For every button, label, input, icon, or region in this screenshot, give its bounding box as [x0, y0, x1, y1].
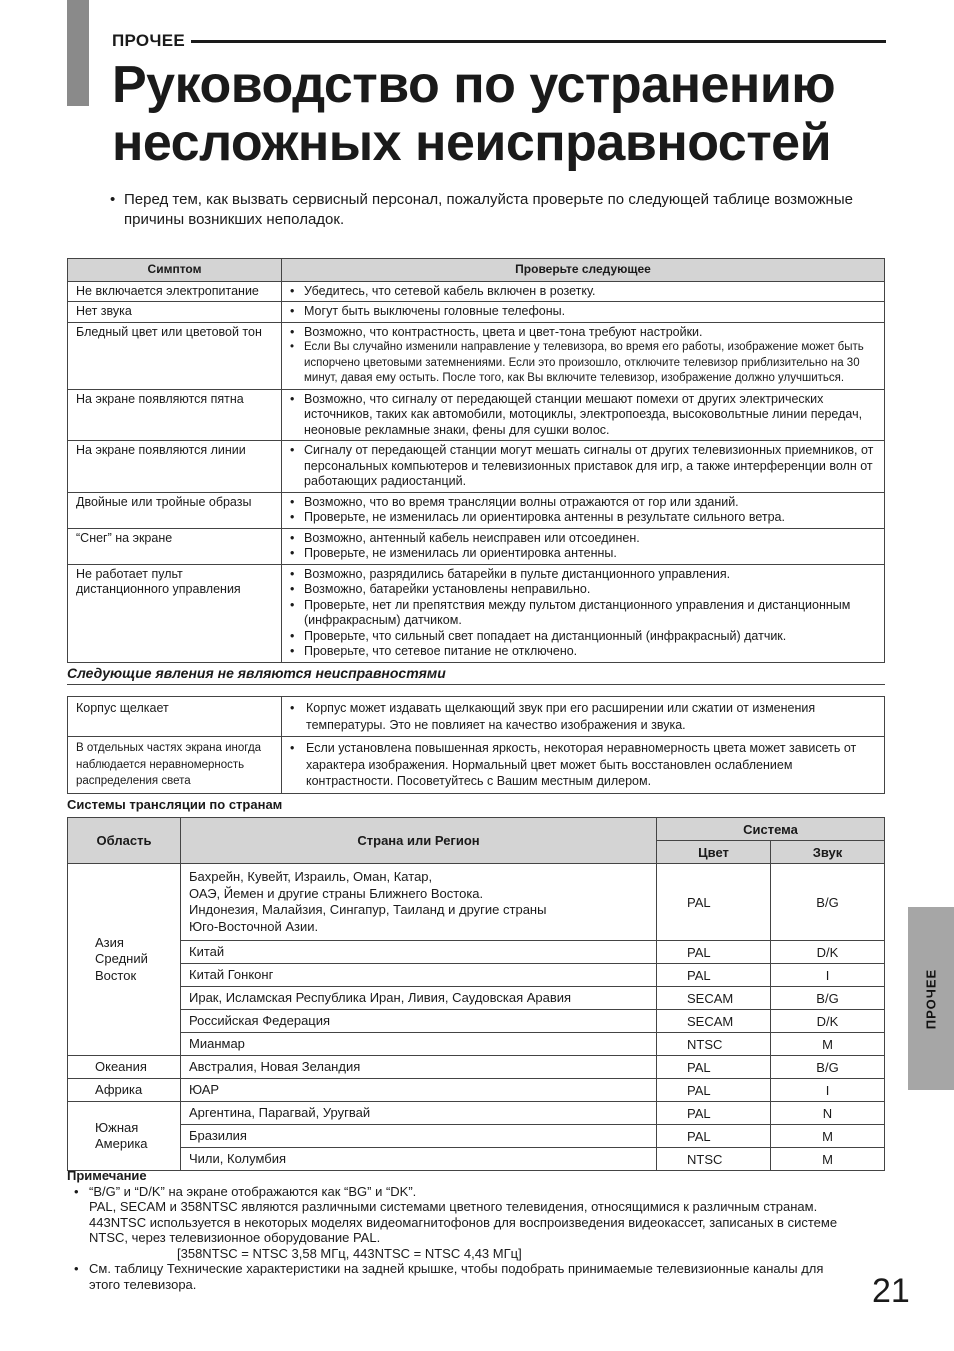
sound-cell: I: [771, 964, 885, 987]
check-item: • Возможно, что сигналу от передающей станции мешают помехи от других электрических источников, таких как автомобили, мотоциклы, электропоезда, высоковольтные линии передач, неоновые рекламные знаки, фены для сушки волос.: [290, 392, 876, 439]
color-cell: PAL: [657, 964, 771, 987]
country-cell: ЮАР: [181, 1079, 657, 1102]
table-row: [68, 964, 885, 987]
header-check: Проверьте следующее: [282, 259, 885, 282]
check-cell: [282, 389, 885, 441]
sound-cell: B/G: [771, 987, 885, 1010]
troubleshooting-table: [67, 258, 885, 663]
check-cell: [282, 302, 885, 323]
header-symptom: Симптом: [68, 259, 282, 282]
check-item: • Могут быть выключены головные телефоны.: [290, 304, 876, 320]
table-row: [68, 389, 885, 441]
broadcast-title: Системы трансляции по странам: [67, 797, 283, 812]
table-row: [68, 441, 885, 493]
color-cell: SECAM: [657, 987, 771, 1010]
check-item: • Сигналу от передающей станции могут мешать сигналы от других телевизионных приемников, от персональных компьютеров и телевизионных приставок для игр, а также интерференции волн от работающих радиостанций.: [290, 443, 876, 490]
not-faults-heading: Следующие явления не являются неисправностями: [67, 665, 885, 685]
side-tab-label: ПРОЧЕЕ: [923, 968, 939, 1030]
country-cell: Аргентина, Парагвай, Уругвай: [181, 1102, 657, 1125]
color-cell: SECAM: [657, 1010, 771, 1033]
check-item: • Возможно, разрядились батарейки в пульте дистанционного управления.: [290, 567, 876, 583]
table-row: [68, 281, 885, 302]
header-system: Система: [657, 818, 885, 841]
color-cell: PAL: [657, 864, 771, 941]
table-row: [68, 1079, 885, 1102]
check-item: • Убедитесь, что сетевой кабель включен в розетку.: [290, 284, 876, 300]
country-cell: Российская Федерация: [181, 1010, 657, 1033]
country-cell: Мианмар: [181, 1033, 657, 1056]
check-item: • Возможно, что во время трансляции волны отражаются от гор или зданий.: [290, 495, 876, 511]
check-cell: [282, 564, 885, 662]
table-row: [68, 302, 885, 323]
symptom-cell: Нет звука: [68, 302, 282, 323]
table-row: [68, 564, 885, 662]
color-cell: PAL: [657, 1102, 771, 1125]
symptom-cell: На экране появляются пятна: [68, 389, 282, 441]
table-row: [68, 1102, 885, 1125]
table-row: [68, 492, 885, 528]
symptom-cell: Корпус щелкает: [68, 697, 282, 737]
header-color: Цвет: [657, 841, 771, 864]
symptom-cell: На экране появляются линии: [68, 441, 282, 493]
page-number: 21: [872, 1272, 910, 1310]
note-item: • “B/G” и “D/K” на экране отображаются как “BG” и “DK”. PAL, SECAM и 358NTSC являются различными системами цветного телевидения, относящимися к различным странам. 443NTSC используется в некоторых моделях видеомагнитофонов для воспроизведения видеокассет, записаных в системе NTSC, через телевизионное оборудование PAL.: [67, 1184, 857, 1246]
note-item: • См. таблицу Технические характеристики на задней крышке, чтобы подобрать принимаемые телевизионные каналы для этого телевизора.: [67, 1261, 857, 1292]
sound-cell: M: [771, 1125, 885, 1148]
check-item: • Проверьте, не изменилась ли ориентировка антенны в результате сильного ветра.: [290, 510, 876, 526]
intro-text: • Перед тем, как вызвать сервисный персонал, пожалуйста проверьте по следующей таблице возможные причины возникших неполадок.: [110, 190, 894, 230]
sound-cell: I: [771, 1079, 885, 1102]
symptom-cell: Не работает пульт дистанционного управления: [68, 564, 282, 662]
sound-cell: B/G: [771, 1056, 885, 1079]
header-area: Область: [68, 818, 181, 864]
page-title-line-1: Руководство по устранению: [112, 56, 836, 114]
region-cell: Африка: [68, 1079, 181, 1102]
section-label: ПРОЧЕЕ: [112, 31, 185, 50]
check-item: • Проверьте, не изменилась ли ориентировка антенны.: [290, 546, 876, 562]
sound-cell: N: [771, 1102, 885, 1125]
broadcast-table: [67, 817, 885, 1171]
sound-cell: M: [771, 1148, 885, 1171]
header-country: Страна или Регион: [181, 818, 657, 864]
check-cell: [282, 322, 885, 389]
section-side-tab: [908, 907, 954, 1090]
country-cell: Чили, Колумбия: [181, 1148, 657, 1171]
section-rule: [191, 40, 886, 43]
check-cell: [282, 528, 885, 564]
note-formula: [358NTSC = NTSC 3,58 МГц, 443NTSC = NTSC 4,43 МГц]: [177, 1245, 522, 1261]
table-row: [68, 737, 885, 794]
sound-cell: B/G: [771, 864, 885, 941]
color-cell: NTSC: [657, 1148, 771, 1171]
header-side-bar: [67, 0, 89, 106]
table-row: [68, 322, 885, 389]
country-cell: Бахрейн, Кувейт, Израиль, Оман, Катар, ОАЭ, Йемен и другие страны Ближнего Востока. Индонезия, Малайзия, Сингапур, Таиланд и другие страны Юго-Восточной Азии.: [181, 864, 657, 941]
sound-cell: D/K: [771, 1010, 885, 1033]
section-header: [112, 30, 886, 52]
check-cell: [282, 492, 885, 528]
check-cell: [282, 441, 885, 493]
symptom-cell: Бледный цвет или цветовой тон: [68, 322, 282, 389]
page-title: [112, 56, 912, 172]
region-cell: Азия Средний Восток: [68, 864, 181, 1056]
country-cell: Австралия, Новая Зеландия: [181, 1056, 657, 1079]
table-row: [68, 1010, 885, 1033]
table-row: [68, 528, 885, 564]
region-cell: Океания: [68, 1056, 181, 1079]
color-cell: PAL: [657, 1079, 771, 1102]
color-cell: PAL: [657, 1125, 771, 1148]
table-row: [68, 697, 885, 737]
check-item: • Возможно, что контрастность, цвета и цвет-тона требуют настройки.: [290, 325, 876, 341]
note-cell: [282, 737, 885, 794]
symptom-cell: Не включается электропитание: [68, 281, 282, 302]
note-cell: [282, 697, 885, 737]
check-item: • Проверьте, нет ли препятствия между пультом дистанционного управления и дистанционным (инфракрасным) датчиком.: [290, 598, 876, 629]
notes-title: Примечание: [67, 1168, 147, 1183]
page-title-line-2: несложных неисправностей: [112, 114, 832, 172]
country-cell: Китай: [181, 941, 657, 964]
check-item: • Возможно, батарейки установлены неправильно.: [290, 582, 876, 598]
table-row: [68, 1125, 885, 1148]
symptom-cell: В отдельных частях экрана иногда наблюдается неравномерность распределения света: [68, 737, 282, 794]
notes-block: [67, 1168, 857, 1292]
sound-cell: D/K: [771, 941, 885, 964]
table-row: [68, 987, 885, 1010]
not-faults-table: [67, 696, 885, 794]
color-cell: PAL: [657, 941, 771, 964]
symptom-cell: “Снег” на экране: [68, 528, 282, 564]
country-cell: Ирак, Исламская Республика Иран, Ливия, Саудовская Аравия: [181, 987, 657, 1010]
country-cell: Бразилия: [181, 1125, 657, 1148]
symptom-cell: Двойные или тройные образы: [68, 492, 282, 528]
check-item: • Проверьте, что сетевое питание не отключено.: [290, 644, 876, 660]
color-cell: NTSC: [657, 1033, 771, 1056]
table-row: [68, 864, 885, 941]
check-item: • Возможно, антенный кабель неисправен или отсоединен.: [290, 531, 876, 547]
check-item: • Проверьте, что сильный свет попадает на дистанционный (инфракрасный) датчик.: [290, 629, 876, 645]
table-row: [68, 1033, 885, 1056]
note-text: • Если установлена повышенная яркость, некоторая неравномерность цвета может зависеть от характера изображения. Нормальный цвет может быть восстановлен ослаблением контрастности. Посоветуйтесь с Вашим местным дилером.: [290, 740, 876, 790]
color-cell: PAL: [657, 1056, 771, 1079]
header-sound: Звук: [771, 841, 885, 864]
country-cell: Китай Гонконг: [181, 964, 657, 987]
note-text: • Корпус может издавать щелкающий звук при его расширении или сжатии от изменения температуры. Это не повлияет на качество изображения и звука.: [290, 700, 876, 733]
sound-cell: M: [771, 1033, 885, 1056]
region-cell: Южная Америка: [68, 1102, 181, 1171]
table-row: [68, 1056, 885, 1079]
table-row: [68, 941, 885, 964]
check-item: • Если Вы случайно изменили направление у телевизора, во время его работы, изображение может быть испорчено цветовыми затемнениями. Если это произошло, отключите телевизор приблизительно на 30 минут, давая ему остыть. После того, как Вы включите телевизор, изображение должно улучшиться.: [290, 340, 876, 387]
check-cell: [282, 281, 885, 302]
